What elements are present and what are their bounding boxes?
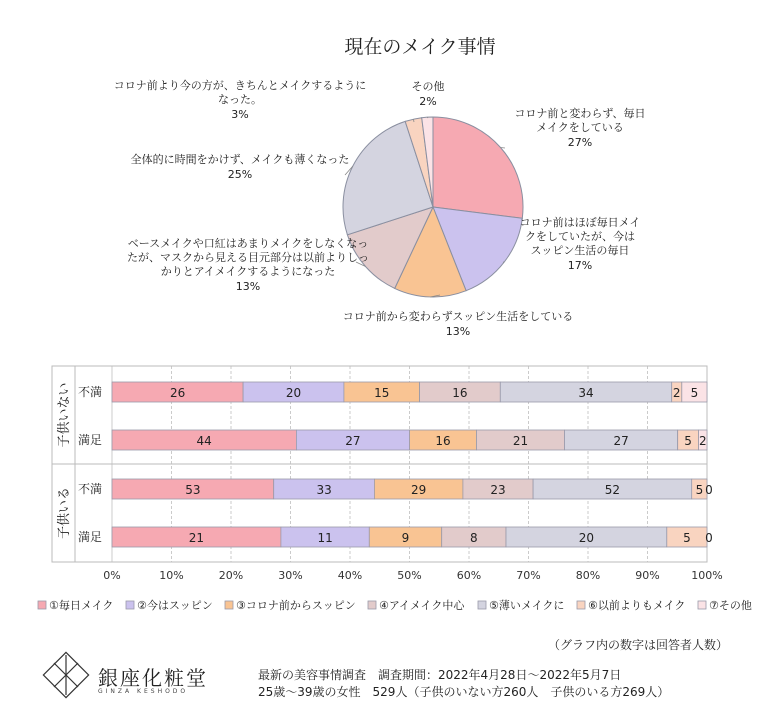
x-tick-label: 50% (397, 569, 422, 582)
legend-label: ⑥以前よりもメイク (588, 599, 686, 612)
bar-data-label: 16 (435, 434, 451, 448)
x-tick-label: 30% (278, 569, 303, 582)
bar-data-label: 27 (613, 434, 629, 448)
pie-slice-label: たが、マスクから見える目元部分は以前よりしっ (127, 251, 369, 264)
legend-label: ⑦その他 (709, 599, 752, 612)
group-label: 子供いない (57, 382, 72, 448)
bar-data-label: 5 (690, 386, 699, 400)
legend-swatch (225, 601, 233, 609)
bar-data-label: 11 (317, 531, 333, 545)
survey-sample: 25歳～39歳の女性 529人（子供のいない方260人 子供のいる方269人） (258, 685, 670, 699)
x-tick-label: 20% (218, 569, 244, 582)
legend-label: ②今はスッピン (137, 599, 213, 612)
bar-data-label: 5 (684, 434, 692, 448)
brand-logo-icon (43, 652, 88, 697)
bar-data-label: 52 (604, 483, 621, 497)
pie-slice-value: 2% (419, 95, 437, 108)
bar-data-label: 9 (401, 531, 410, 545)
pie-slice-label: メイクをしている (536, 121, 624, 134)
pie-slice-value: 3% (231, 108, 249, 121)
stacked-bar-chart (38, 366, 752, 612)
pie-leader-line (501, 148, 506, 149)
pie-slice-label: 全体的に時間をかけず、メイクも薄くなった (130, 153, 350, 166)
bar-data-label: 34 (578, 386, 594, 400)
pie-slice-label: その他 (411, 80, 445, 93)
bar-data-label: 21 (188, 531, 205, 545)
pie-slice-label: コロナ前から変わらずスッピン生活をしている (342, 310, 574, 323)
row-label: 満足 (77, 530, 103, 544)
pie-slice (433, 117, 523, 218)
bar-data-label: 21 (512, 434, 529, 448)
pie-slice-label: なった。 (218, 93, 262, 106)
bar-data-label: 0 (705, 531, 713, 545)
legend-swatch (478, 601, 486, 609)
bar-data-label: 5 (683, 531, 691, 545)
legend-label: ①毎日メイク (49, 599, 114, 612)
brand-name: 銀座化粧堂 (98, 666, 208, 690)
bar-data-label: 15 (374, 386, 390, 400)
bar-data-label: 23 (490, 483, 506, 497)
x-tick-label: 100% (691, 569, 723, 582)
pie-slice-value: 13% (445, 325, 471, 338)
respondent-count-note: （グラフ内の数字は回答者人数） (548, 638, 729, 652)
x-tick-label: 10% (159, 569, 184, 582)
legend-swatch (698, 601, 706, 609)
pie-slice-label: コロナ前より今の方が、きちんとメイクするように (113, 79, 367, 92)
row-label: 満足 (77, 433, 103, 447)
bar-data-label: 8 (469, 531, 478, 545)
x-tick-label: 0% (103, 569, 121, 582)
pie-slice-label: コロナ前はほぼ毎日メイ (519, 216, 641, 229)
x-tick-label: 40% (337, 569, 363, 582)
pie-slice-label: かりとアイメイクするようになった (160, 265, 336, 278)
pie-slice-value: 13% (235, 280, 261, 293)
group-label: 子供いる (57, 486, 72, 540)
row-label: 不満 (77, 482, 103, 496)
pie-leader-line (427, 117, 428, 118)
bar-data-label: 44 (196, 434, 212, 448)
bar-data-label: 20 (285, 386, 302, 400)
bar-data-label: 26 (169, 386, 186, 400)
legend-swatch (38, 601, 46, 609)
x-tick-label: 90% (635, 569, 660, 582)
bar-data-label: 33 (316, 483, 332, 497)
pie-slice-value: 25% (227, 168, 253, 181)
legend-label: ③コロナ前からスッピン (236, 599, 356, 612)
x-tick-label: 80% (575, 569, 601, 582)
legend-label: ④アイメイク中心 (379, 599, 465, 612)
bar-data-label: 2 (672, 386, 681, 400)
legend-swatch (368, 601, 376, 609)
bar-data-label: 20 (578, 531, 595, 545)
pie-slice-label: クをしていたが、今は (525, 230, 635, 243)
bar-data-label: 53 (185, 483, 201, 497)
bar-data-label: 16 (452, 386, 468, 400)
pie-title: 現在のメイク事情 (344, 36, 496, 58)
legend-label: ⑤薄いメイクに (489, 599, 565, 612)
bar-data-label: 29 (411, 483, 427, 497)
x-tick-label: 70% (516, 569, 541, 582)
pie-slice-value: 17% (567, 259, 593, 272)
pie-slice-label: コロナ前と変わらず、毎日 (514, 107, 646, 120)
brand-subname: GINZA KESHODO (98, 688, 189, 695)
row-label: 不満 (77, 385, 103, 399)
bar-data-label: 27 (345, 434, 361, 448)
pie-slice-label: スッピン生活の毎日 (530, 244, 630, 257)
pie-slice-value: 27% (567, 136, 593, 149)
pie-slice-label: ベースメイクや口紅はあまりメイクをしなくなっ (127, 237, 369, 250)
x-tick-label: 60% (456, 569, 482, 582)
bar-data-label: 2 (698, 434, 707, 448)
legend-swatch (126, 601, 134, 609)
bar-data-label: 0 (705, 483, 713, 497)
pie-chart (114, 36, 646, 338)
survey-period: 最新の美容事情調査 調査期間：2022年4月28日～2022年5月7日 (258, 668, 622, 682)
bar-data-label: 5 (695, 483, 704, 497)
legend-swatch (577, 601, 585, 609)
